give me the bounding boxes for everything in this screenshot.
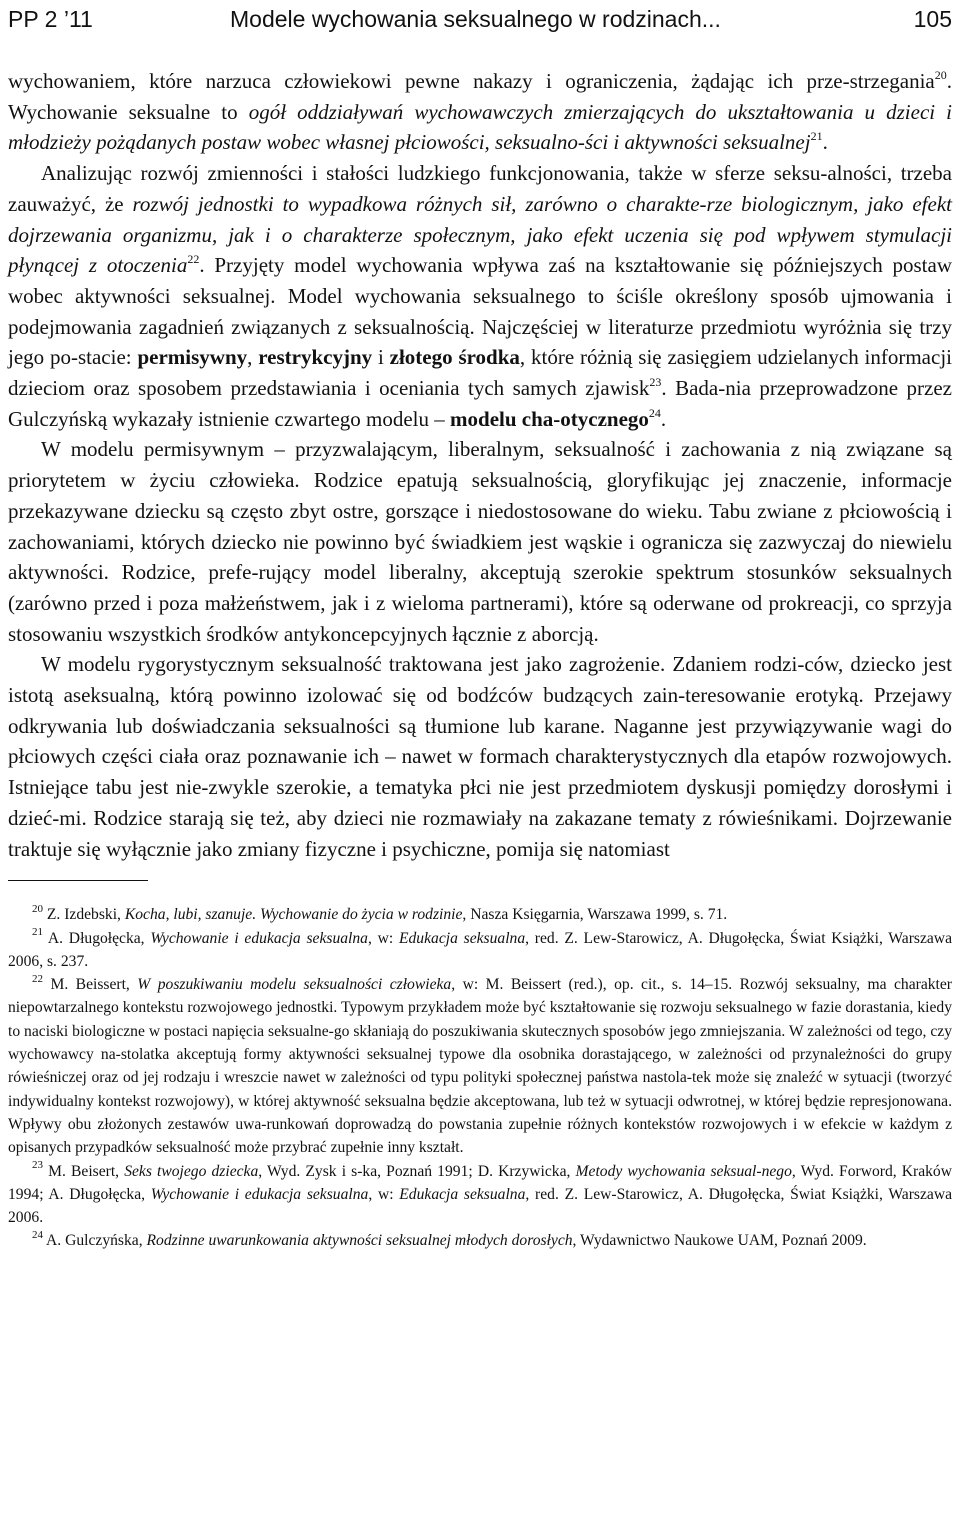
footnote-ref: 22 — [187, 252, 200, 267]
text-run: i — [372, 345, 390, 370]
footnote-ref: 24 — [648, 405, 661, 420]
paragraph-2 — [8, 158, 952, 434]
text-run: , Nasza Księgarnia, Warszawa 1999, s. 71. — [462, 906, 728, 924]
running-title: Modele wychowania seksualnego w rodzinach... — [230, 6, 721, 32]
text-run: , w: — [368, 1185, 400, 1203]
text-run: , red. Z. Lew-Starowicz, A. Długołęcka, Świat Książki, Warszawa 2006. — [8, 1185, 953, 1227]
footnote-ref: 20 — [934, 68, 947, 82]
text-run: , Wyd. Zysk i s-ka, Poznań 1991; D. Krzywicka, — [258, 1162, 576, 1180]
italic-quote: rozwój jednostki to wypadkowa różnych sił, zarówno o charakte-rze biologicznym, jako efekt dojrzewania organizmu, jak i o charakterze społecznym, jako efekt uczenia się pod wpływem stymulacji płynącej z otoczenia — [8, 191, 952, 278]
bold-term: złotego środka — [389, 345, 520, 370]
running-header — [8, 6, 952, 44]
bold-term: restrykcyjny — [258, 345, 373, 370]
italic-title: Edukacja seksualna — [398, 929, 526, 947]
text-run: . — [660, 406, 667, 431]
text-run: , w: M. Beissert (red.), op. cit., s. 14–15. Rozwój seksualny, ma charakter niepowtarzalnego kontekstu rozwojowego jednostki. Typowym przykładem może być kształtowanie się rozwoju seksualnego w fazie dorastania, kiedy to naciski biologiczne w postaci napięcia seksualne-go skłaniają do poszukiwania skutecznych sposobów jego zmniejszania. W zależności od tego, czy wychowawcy na-stolatka akceptują formy aktywności seksualnej typowe dla osobnika dorastającego, w zależności od przynależności do grupy rówieśniczej oraz od jej rodzaju i wreszcie nawet w zależności od typu polityki społecznej państwa nastola-tek może się znaleźć w sytuacji (tworzyć indywidualny kontekst rozwojowy), w której aktywność seksualna będzie akceptowana, lub też w sytuacji odwrotnej, w której będzie represjonowana. Wpływy obu złożonych zestawów uwa-runkowań doprowadzą do powstania zupełnie różnych kontekstów rozwojowych i w efekcie w każdym z opisanych przypadków seksualność może przybrać zupełnie inny kształt. — [8, 976, 952, 1157]
italic-title: Metody wychowania seksual-nego — [575, 1162, 792, 1180]
footnote-number: 24 — [32, 1229, 43, 1242]
italic-title: Edukacja seksualna — [399, 1185, 526, 1203]
main-text — [8, 66, 952, 864]
italic-title: Wychowanie i edukacja seksualna — [150, 929, 368, 947]
footnote-20 — [8, 903, 952, 926]
footnote-number: 20 — [32, 903, 43, 916]
footnote-24 — [8, 1229, 952, 1252]
text-run: . Bada-nia przeprowadzone przez Gulczyńską wykazały istnienie czwartego modelu – — [8, 376, 952, 431]
text-run: wychowaniem, które narzuca człowiekowi pewne nakazy i ograniczenia, żądając ich prze-strzegania — [8, 69, 935, 93]
text-run: M. Beissert, — [43, 976, 138, 994]
text-run: M. Beisert, — [43, 1162, 125, 1180]
journal-signature: PP 2 ’11 — [8, 6, 93, 32]
italic-title: W poszukiwaniu modelu seksualności człowieka — [137, 976, 452, 994]
text-run: . Wychowanie seksualne to — [8, 69, 952, 124]
footnotes — [8, 903, 952, 1252]
text-run: , — [247, 345, 259, 370]
italic-title: Seks twojego dziecka — [124, 1162, 259, 1180]
text-run: A. Długołęcka, — [43, 929, 151, 947]
footnote-separator — [8, 880, 148, 881]
footnote-23 — [8, 1160, 952, 1230]
text-run: , w: — [367, 929, 399, 947]
text-run: Z. Izdebski, — [43, 906, 125, 924]
footnote-number: 21 — [32, 926, 43, 939]
footnote-21 — [8, 927, 952, 974]
paragraph-3: W modelu permisywnym – przyzwalającym, liberalnym, seksualność i zachowania z nią związane są priorytetem w życiu człowieka. Rodzice epatują seksualnością, gloryfikując jej znaczenie, informacje przekazywane dziecku są często zbyt ostre, gorszące i niedostosowane do wieku. Tabu zwiane z płciowością i zachowaniami, których dziecko nie powinno być świadkiem jest wąskie i ogranicza się zazwyczaj do niewielu aktywności. Rodzice, prefe-rujący model liberalny, akceptują szerokie spektrum stosunków seksualnych (zarówno przed i poza małżeństwem, jak i z wieloma partnerami), które są oderwane od prokreacji, co sprzyja stosowaniu wszystkich środków antykoncepcyjnych łącznie z aborcją. — [8, 437, 952, 646]
footnote-number: 23 — [32, 1159, 43, 1172]
footnote-ref: 23 — [649, 375, 662, 390]
bold-term: permisywny — [137, 345, 248, 370]
text-run: . Przyjęty model wychowania wpływa zaś na kształtowanie się późniejszych postaw wobec aktywności seksualnej. Model wychowania seksualnego to ściśle określony sposób ujmowania i podejmowania zagadnień związanych z seksualnością. Najczęściej w literaturze przedmiotu wyróżnia się trzy jego po-stacie: — [8, 253, 952, 370]
text-run: , Wydawnictwo Naukowe UAM, Poznań 2009. — [572, 1232, 867, 1250]
footnote-number: 22 — [32, 972, 43, 985]
footnote-22 — [8, 973, 952, 1159]
text-run: . — [822, 130, 828, 155]
page-number: 105 — [913, 6, 952, 32]
italic-title: Kocha, lubi, szanuje. Wychowanie do życia w rodzinie — [124, 906, 463, 924]
paragraph-1 — [8, 66, 952, 158]
text-run: Analizując rozwój zmienności i stałości ludzkiego funkcjonowania, także w sferze seksu-alności, trzeba zauważyć, że — [8, 161, 952, 216]
bold-term: modelu cha-otycznego — [450, 406, 649, 431]
italic-definition: ogół oddziaływań wychowawczych zmierzających do ukształtowania u dzieci i młodzieży pożądanych postaw wobec własnej płciowości, seksualno-ści i aktywności seksualnej — [8, 99, 952, 155]
text-run: A. Gulczyńska, — [43, 1232, 147, 1250]
footnote-ref: 21 — [810, 129, 823, 144]
italic-title: Rodzinne uwarunkowania aktywności seksualnej młodych dorosłych — [146, 1232, 573, 1250]
paragraph-4: W modelu rygorystycznym seksualność traktowana jest jako zagrożenie. Zdaniem rodzi-ców, dziecko jest istotą aseksualną, którą powinno izolować się od bodźców budzących zain-teresowanie erotyką. Przejawy odkrywania lub doświadczania seksualności są tłumione lub karane. Naganne jest przywiązywanie wagi do płciowych części ciała oraz poznawanie ich – nawet w formach charakterystycznych dla etapów rozwojowych. Istniejące tabu jest nie-zwykle szerokie, a tematyka płci nie jest przedmiotem dyskusji pomiędzy dorosłymi i dzieć-mi. Rodzice starają się też, aby dzieci nie rozmawiały na zakazane tematy z rówieśnikami. Dojrzewanie traktuje się wyłącznie jako zmiany fizyczne i psychiczne, pomija się natomiast — [8, 652, 952, 861]
text-run: , które różnią się zasięgiem udzielanych informacji dzieciom oraz sposobem przedstawiania i oceniania tych samych zjawisk — [8, 345, 952, 401]
italic-title: Wychowanie i edukacja seksualna — [150, 1185, 369, 1203]
text-run: , Wyd. Forword, Kraków 1994; A. Długołęcka, — [8, 1162, 952, 1203]
text-run: , red. Z. Lew-Starowicz, A. Długołęcka, Świat Książki, Warszawa 2006, s. 237. — [8, 929, 952, 970]
